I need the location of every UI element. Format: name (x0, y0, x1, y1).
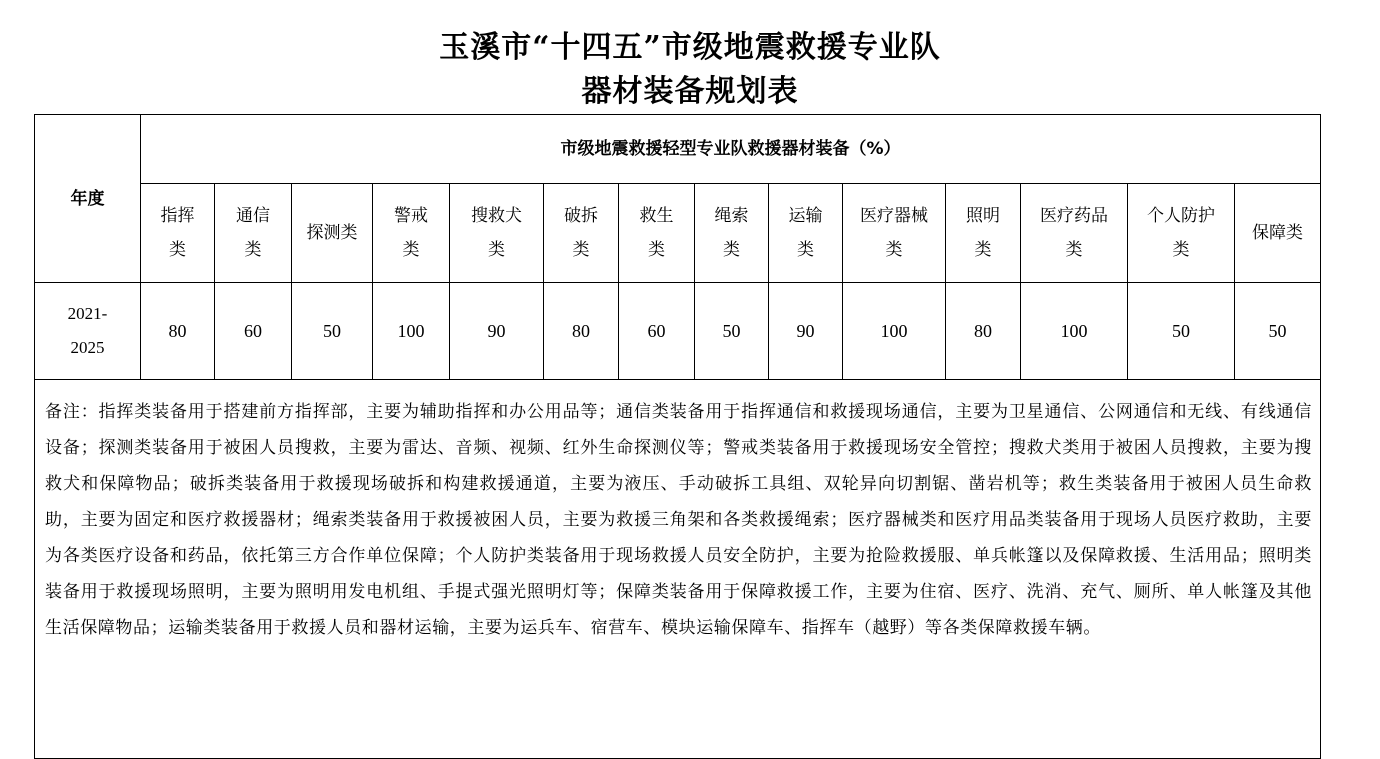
category-header (1235, 184, 1321, 283)
group-header: 市级地震救援轻型专业队救援器材装备（%） (141, 115, 1321, 184)
category-label: 类 (974, 240, 992, 260)
category-header (769, 184, 843, 283)
value-cell: 80 (141, 283, 215, 380)
category-label: 探测类 (306, 223, 358, 243)
value-cell: 50 (292, 283, 373, 380)
category-header (141, 184, 215, 283)
category-label: 类 (572, 240, 590, 260)
category-label: 通信 (236, 206, 270, 226)
category-label: 类 (1065, 240, 1083, 260)
value-row (35, 283, 1321, 380)
value-cell: 100 (843, 283, 946, 380)
category-label: 类 (169, 240, 186, 260)
value-cell: 80 (946, 283, 1021, 380)
year-header: 年度 (35, 115, 141, 283)
page-subtitle: 器材装备规划表 (581, 74, 799, 109)
category-header (946, 184, 1021, 283)
category-header (373, 184, 450, 283)
category-header (1021, 184, 1128, 283)
category-label: 指挥 (160, 206, 195, 226)
category-header (619, 184, 695, 283)
equipment-plan-table (34, 114, 1321, 759)
category-header (544, 184, 619, 283)
category-label: 类 (648, 240, 665, 260)
category-header (292, 184, 373, 283)
category-label: 保障类 (1252, 223, 1303, 243)
value-cell: 60 (215, 283, 292, 380)
page-title: 玉溪市“十四五”市级地震救援专业队 (439, 30, 941, 65)
category-label: 类 (244, 240, 262, 260)
value-cell: 100 (1021, 283, 1128, 380)
value-cell: 50 (1128, 283, 1235, 380)
category-header (695, 184, 769, 283)
category-label: 类 (1172, 240, 1190, 260)
value-cell: 80 (544, 283, 619, 380)
category-header (215, 184, 292, 283)
category-header (843, 184, 946, 283)
category-label: 类 (885, 240, 903, 260)
remarks-note: 备注：指挥类装备用于搭建前方指挥部，主要为辅助指挥和办公用品等；通信类装备用于指挥通信和救援现场通信，主要为卫星通信、公网通信和无线、有线通信设备；探测类装备用于被困人员搜救，主要为雷达、音频、视频、红外生命探测仪等；警戒类装备用于救援现场安全管控；搜救犬类用于被困人员搜救，主要为搜救犬和保障物品；破拆类装备用于救援现场破拆和构建救援通道，主要为液压、手动破拆工具组、双轮异向切割锯、凿岩机等；救生类装备用于被困人员生命救助，主要为固定和医疗救援器材；绳索类装备用于救援被困人员，主要为救援三角架和各类救援绳索；医疗器械类和医疗用品类装备用于现场人员医疗救助，主要为各类医疗设备和药品，依托第三方合作单位保障；个人防护类装备用于现场救援人员安全防护，主要为抢险救援服、单兵帐篷以及保障救援、生活用品；照明类装备用于救援现场照明，主要为照明用发电机组、手提式强光照明灯等；保障类装备用于保障救援工作，主要为住宿、医疗、洗消、充气、厕所、单人帐篷及其他生活保障物品；运输类装备用于救援人员和器材运输，主要为运兵车、宿营车、模块运输保障车、指挥车（越野）等各类保障救援车辆。 (35, 380, 1321, 759)
category-label: 类 (723, 240, 740, 260)
category-label: 搜救犬 (471, 206, 522, 226)
category-label: 医疗器械 (860, 206, 928, 226)
category-label: 救生 (639, 206, 674, 226)
value-cell: 50 (695, 283, 769, 380)
value-cell: 50 (1235, 283, 1321, 380)
year-start: 2021- (67, 304, 108, 323)
category-label: 类 (797, 240, 814, 260)
category-header (1128, 184, 1235, 283)
category-label: 绳索 (714, 206, 749, 226)
category-label: 类 (402, 240, 420, 260)
category-label: 破拆 (564, 206, 598, 226)
year-end: 2025 (70, 338, 105, 357)
value-cell: 60 (619, 283, 695, 380)
category-label: 医疗药品 (1040, 206, 1108, 226)
category-label: 类 (488, 240, 505, 260)
category-header (450, 184, 544, 283)
value-cell: 100 (373, 283, 450, 380)
category-label: 照明 (966, 206, 1000, 226)
category-label: 个人防护 (1147, 206, 1215, 226)
category-label: 运输 (788, 206, 823, 226)
value-cell: 90 (769, 283, 843, 380)
category-row (35, 184, 1321, 283)
year-cell (35, 283, 141, 380)
category-label: 警戒 (394, 206, 428, 226)
value-cell: 90 (450, 283, 544, 380)
